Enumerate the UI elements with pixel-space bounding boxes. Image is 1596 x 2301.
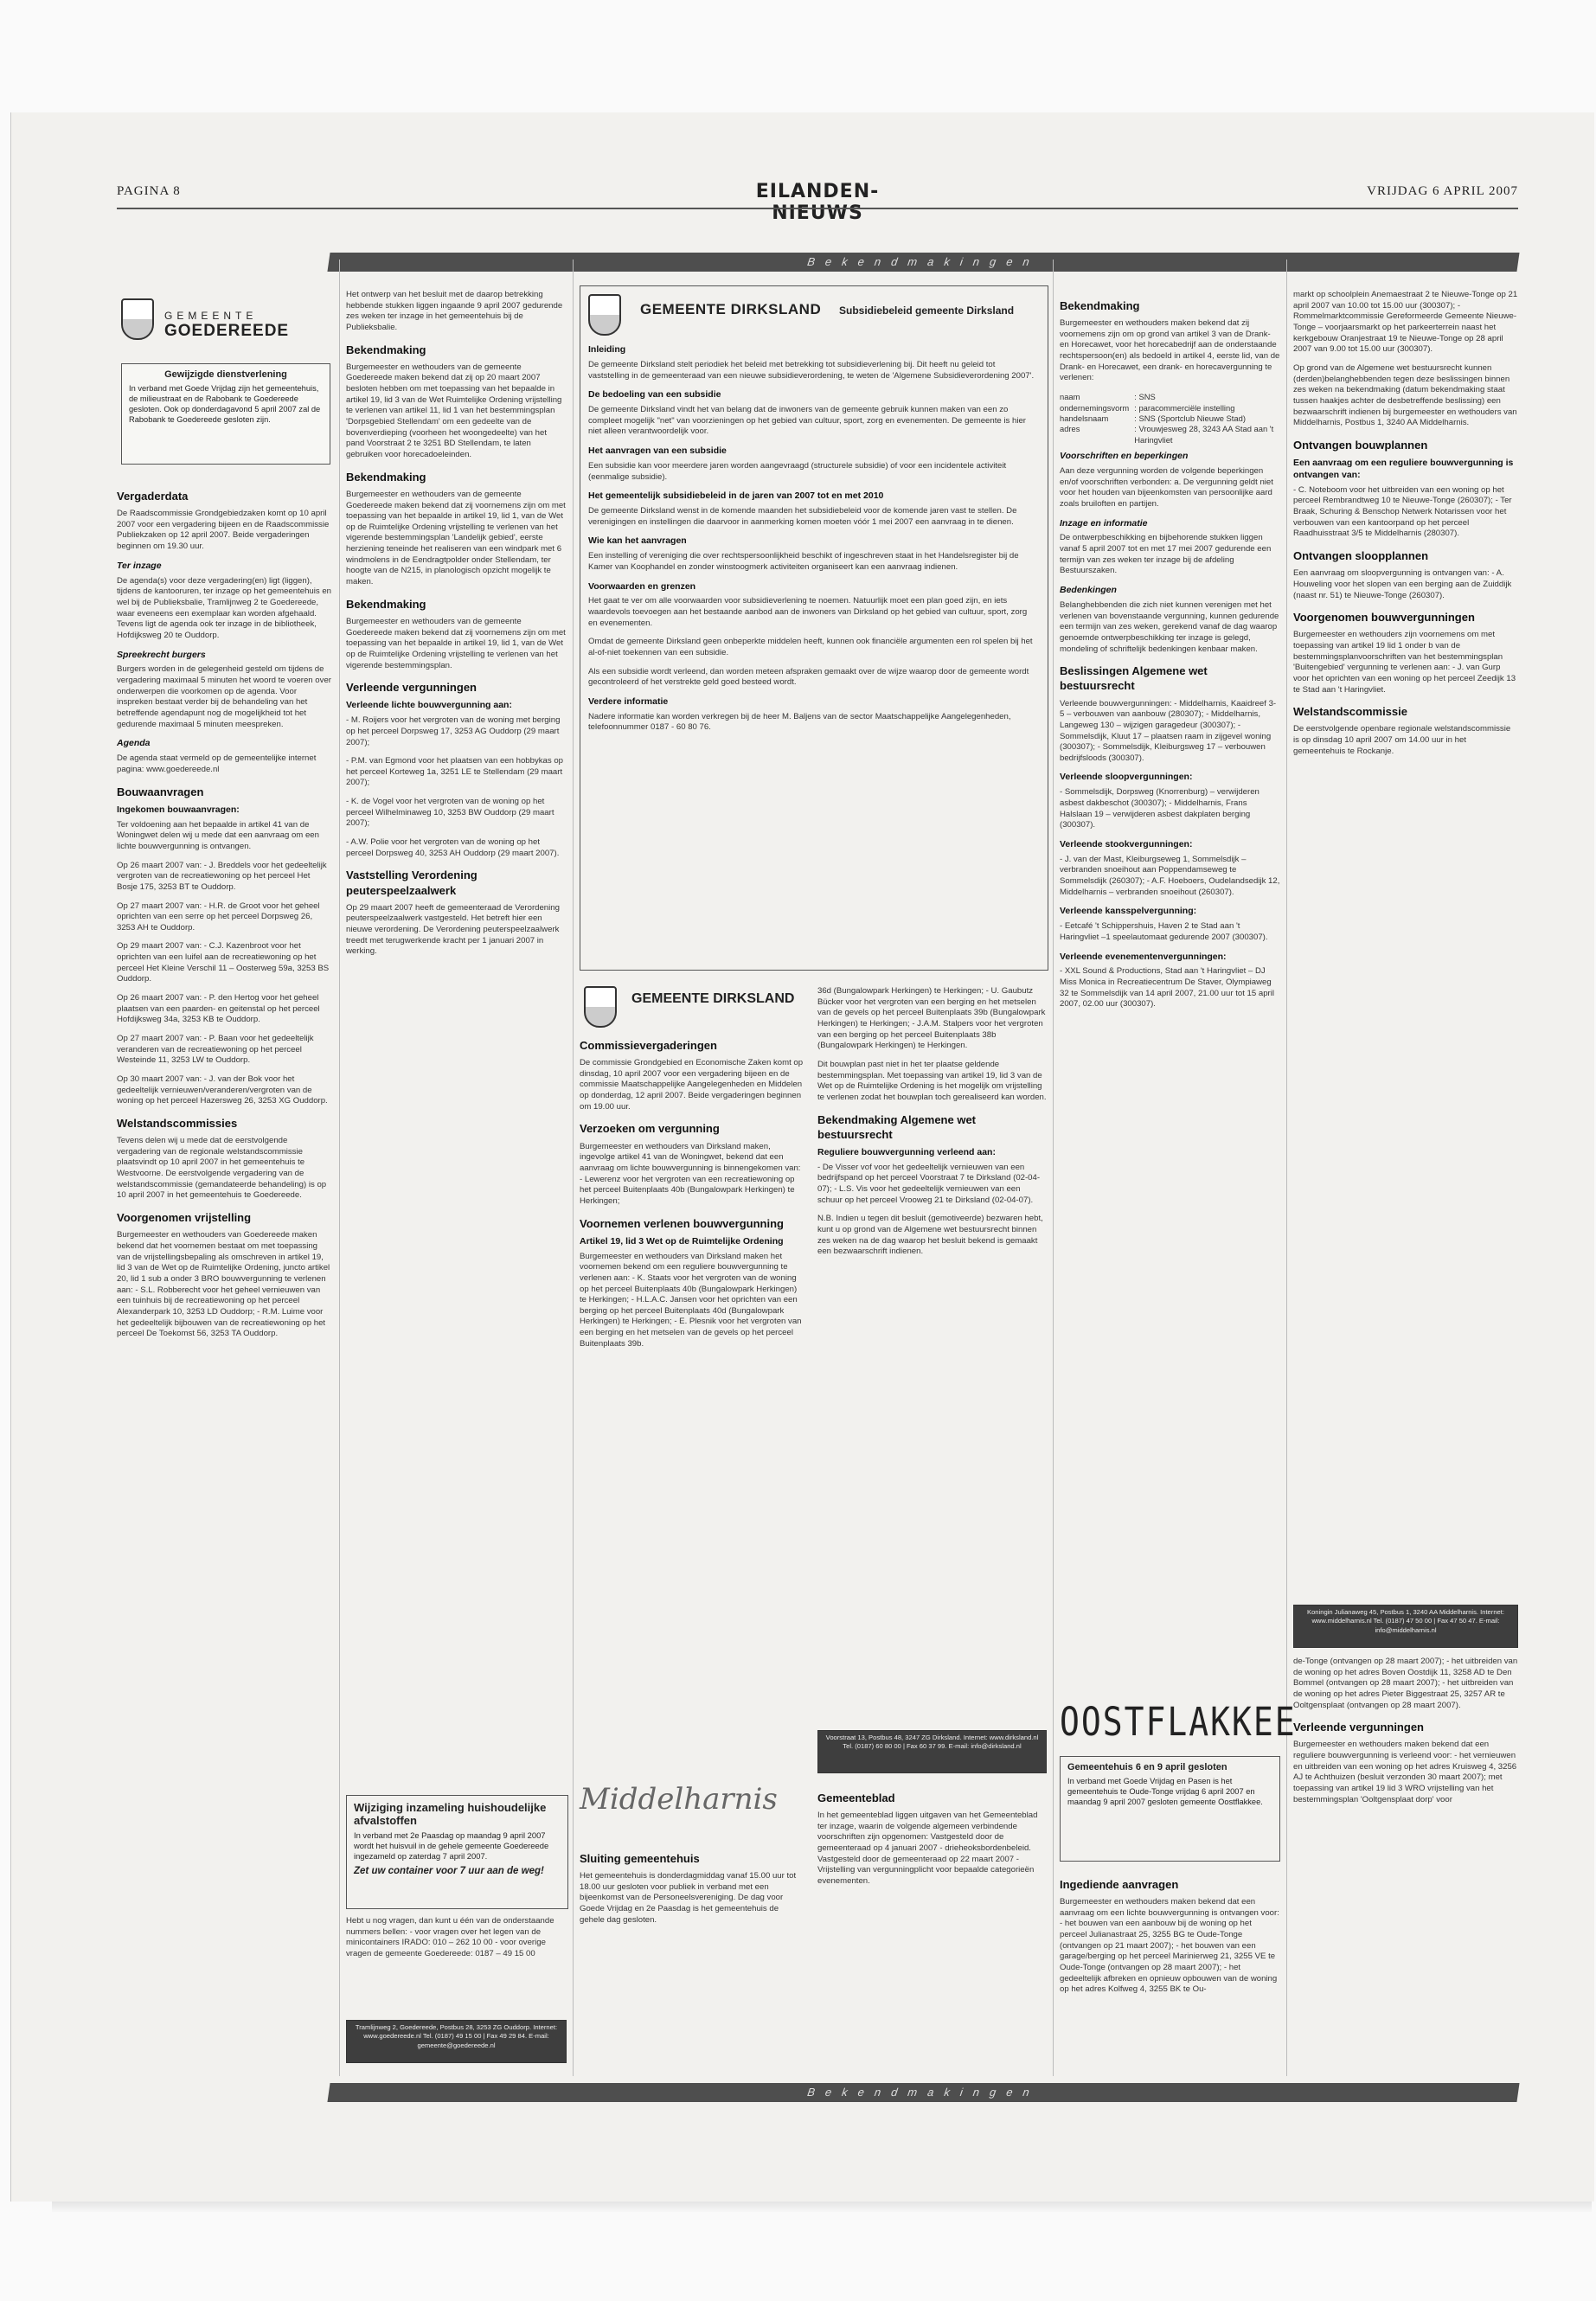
subsection-title: Verleende stookvergunningen: xyxy=(1060,838,1193,849)
section-text: Burgemeester en wethouders van Dirksland maken het voornemen bekend om een reguliere bouwvergunning te verlenen aan: - K. Staats voor het vergroten van de woning op het perceel Buitenplaats 40b (Bungalowpark Herkingen) te Herkingen; - H.L.A.C. Jansen voor het oprichten van een berging op het perceel Buitenplaats 40d (Bungalowpark Herkingen) te Herkingen; - E. Plesnik voor het vergroten van een berging en het metselen van de gevels op het perceel Buitenplaats 39b. xyxy=(580,1251,802,1349)
middelharnis-column-6 xyxy=(1293,290,1518,1596)
list-item: - P.M. van Egmond voor het plaatsen van een hobbykas op het perceel Korteweg 1a, 3251 LE te Stellendam (29 maart 2007); xyxy=(346,756,564,788)
column-divider xyxy=(339,260,340,2076)
section-title: Ontvangen bouwplannen xyxy=(1293,438,1428,452)
section-text: - J. van der Mast, Kleiburgseweg 1, Sommelsdijk – verbranden snoeihout aan Poppendamseweg te Sommelsdijk (260307); - A.F. Hoeboers, Oudelandsedijk 12, Middelharnis – verbranden snoeihout (260307). xyxy=(1060,854,1280,897)
section-text: Ter voldoening aan het bepaalde in artikel 41 van de Woningwet delen wij u mede dat een aanvraag om een lichte bouwvergunning is ontvangen. xyxy=(117,819,319,851)
table-row xyxy=(1060,413,1280,424)
subsection-title: Agenda xyxy=(117,738,151,749)
list-item: Op 26 maart 2007 van: - J. Breddels voor het gedeeltelijk vergroten van de recreatiewoning op het perceel Het Bosje 175, 3253 BT te Ouddorp. xyxy=(117,860,327,892)
section-title: Verzoeken om vergunning xyxy=(580,1122,720,1136)
section-text: markt op schoolplein Anemaestraat 2 te Nieuwe-Tonge op 21 april 2007 van 10.00 tot 15.00 uur (300307); - Rommelmarktcommissie Gereformeerde Gemeente Nieuwe-Tonge – voorjaarsmarkt op het parkeerterrein naast het kerkgebouw Oranjestraat 19 te Nieuwe-Tonge op 28 april 2007 van 9.00 tot 15.00 uur (300307). xyxy=(1293,290,1518,355)
table-key: adres xyxy=(1060,424,1080,434)
section-title: Verleende vergunningen xyxy=(346,681,477,695)
section-title: Ingediende aanvragen xyxy=(1060,1878,1179,1891)
oostflakkee-applications xyxy=(1060,1868,1280,2072)
section-text: - Sommelsdijk, Dorpsweg (Knorrenburg) – verwijderen asbest dakbeschot (300307); - Middelharnis, Frans Halslaan 19 – verwijderen asbest dakplaten berging (300307). xyxy=(1060,787,1259,830)
section-text: Een instelling of vereniging die over rechtspersoonlijkheid beschikt of ingeschreven staat in het Handelsregister bij de Kamer van Koophandel en zonder winstoogmerk activiteiten organiseert kan een aanvraag indienen. xyxy=(588,551,1019,572)
section-text: De eerstvolgende openbare regionale welstandscommissie is op dinsdag 10 april 2007 om 14.00 uur in het gemeentehuis te Rockanje. xyxy=(1293,724,1511,756)
subsection-title: Inzage en informatie xyxy=(1060,517,1148,529)
oostflakkee-closure-title: Gemeentehuis 6 en 9 april gesloten xyxy=(1067,1762,1227,1772)
section-title: Ontvangen sloopplannen xyxy=(1293,549,1429,563)
middelharnis-logo: Middelharnis xyxy=(580,1782,778,1817)
table-value: : SNS xyxy=(1134,392,1156,402)
dirksland-crest-icon xyxy=(584,986,617,1028)
logo-line-2: GOEDEREEDE xyxy=(164,322,290,340)
table-row xyxy=(1060,392,1280,402)
section-text: Burgemeester en wethouders van de gemeente Goedereede maken bekend dat zij voornemens zijn om met toepassing van het bepaalde in artikel 19, lid 1, van de Wet op de Ruimtelijke Ordening vrijstelling te verlenen van het vigerende bestemmingsplan. xyxy=(346,616,566,670)
section-text: Een subsidie kan voor meerdere jaren worden aangevraagd (structurele subsidie) of voor een incidentele activiteit (eenmalige subsidie). xyxy=(588,460,1007,482)
section-title: Bouwaanvragen xyxy=(117,785,204,798)
section-title: Commissievergaderingen xyxy=(580,1039,717,1052)
section-text: Burgemeester en wethouders van Dirksland maken, ingevolge artikel 41 van de Woningwet, bekend dat een aanvraag om lichte bouwvergunning is binnengekomen van: - Lewerenz voor het vergroten van een recreatiewoning op het perceel Buitenplaats 40b (Bungalowpark Herkingen) te Herkingen; xyxy=(580,1141,801,1206)
logo-line-1: GEMEENTE xyxy=(164,310,258,322)
goedereede-address: Tramlijnweg 2, Goedereede, Postbus 28, 3253 ZG Ouddorp. Internet: www.goedereede.nl Tel. (0187) 49 15 00 | Fax 49 29 84. E-mail: gemeente@goedereede.nl xyxy=(346,2020,567,2063)
section-text: Aan deze vergunning worden de volgende beperkingen en/of voorschriften verbonden: a. De vergunning geldt niet voor het houden van bijeenkomsten van persoonlijke aard zoals bruiloften en partijen. xyxy=(1060,465,1273,509)
section-banner-bottom: Bekendmakingen xyxy=(327,2083,1519,2102)
section-text: Burgemeester en wethouders maken bekend dat een reguliere bouwvergunning is verleend voor: - het vernieuwen en uitbreiden van een woning op het adres Kruisweg 4, 3256 AJ te Achthuizen (besluit verzonden 30 maart 2007); met toepassing van artikel 19 lid 3 WRO vrijstelling van het bestemmingsplan 'Ooltgensplaat dorp' voor xyxy=(1293,1740,1517,1804)
section-text: N.B. Indien u tegen dit besluit (gemotiveerde) bezwaren hebt, kunt u op grond van de Algemene wet bestuursrecht binnen zes weken na de dag waarop het besluit bekend is gemaakt een bezwaarschrift indienen. xyxy=(817,1214,1043,1257)
dirksland-subtitle: Subsidiebeleid gemeente Dirksland xyxy=(839,304,1015,317)
subsection-title: Artikel 19, lid 3 Wet op de Ruimtelijke Ordening xyxy=(580,1235,784,1247)
dirksland-crest-icon xyxy=(588,294,621,336)
goedereede-column-2 xyxy=(346,290,567,1778)
section-text: Burgemeester en wethouders van de gemeente Goedereede maken bekend dat zij voornemens zijn om met toepassing van het bepaalde in artikel 19, lid 1, van de Wet op de Ruimtelijke Ordening vrijstelling te verlenen van het vigerende bestemmingsplan 'Landelijk gebied', eerste herziening teneinde het realiseren van een windpark met 6 windmolens in de Eendragtpolder onder Stellendam, ter hoogte van de N215, in planologisch opzicht mogelijk te maken. xyxy=(346,489,566,587)
section-title: Bekendmaking xyxy=(346,470,426,484)
subsection-title: Inleiding xyxy=(588,344,626,355)
masthead-rule xyxy=(117,208,1518,209)
section-title: Bekendmaking xyxy=(1060,299,1140,312)
notice-box xyxy=(121,363,330,465)
subsection-title: Verleende kansspelvergunning: xyxy=(1060,906,1197,917)
oostflakkee-logo: OOSTFLAKKEE xyxy=(1060,1699,1297,1745)
subsection-title: Het gemeentelijk subsidiebeleid in de jaren van 2007 tot en met 2010 xyxy=(588,490,884,502)
subsection-title: De bedoeling van een subsidie xyxy=(588,389,721,401)
newspaper-title: EILANDEN-NIEUWS xyxy=(755,181,880,224)
subsection-title: Een aanvraag om een reguliere bouwvergunning is ontvangen van: xyxy=(1293,458,1514,480)
table-row xyxy=(1060,403,1280,413)
section-title: Welstandscommissie xyxy=(1293,705,1407,719)
subsection-title: Ter inzage xyxy=(117,560,162,571)
dirksland-address: Voorstraat 13, Postbus 48, 3247 ZG Dirksland. Internet: www.dirksland.nl Tel. (0187) 60 80 00 | Fax 60 37 99. E-mail: info@dirksland.nl xyxy=(817,1730,1047,1773)
dirksland-header xyxy=(580,294,1047,332)
section-title: Gemeenteblad xyxy=(817,1791,895,1804)
section-title: Voornemen verlenen bouwvergunning xyxy=(580,1216,784,1230)
list-item: - K. de Vogel voor het vergroten van de woning op het perceel Wilhelminaweg 10, 3253 BW Ouddorp (29 maart 2007); xyxy=(346,797,554,829)
table-key: naam xyxy=(1060,392,1080,402)
subsection-title: Voorschriften en beperkingen xyxy=(1060,451,1189,462)
section-title: Bekendmaking xyxy=(346,343,426,356)
list-item: Op 27 maart 2007 van: - H.R. de Groot voor het geheel oprichten van een serre op het perceel Dorpsweg 26, 3253 AH te Ouddorp. xyxy=(117,901,320,933)
dirksland-name: GEMEENTE DIRKSLAND xyxy=(631,991,795,1006)
dirksland-header-2 xyxy=(580,986,804,1017)
section-title: Verleende vergunningen xyxy=(1293,1721,1424,1734)
list-item: - M. Roijers voor het vergroten van de woning met berging op het perceel Dorpsweg 17, 3253 AG Ouddorp (29 maart 2007); xyxy=(346,715,561,747)
section-text: De agenda(s) voor deze vergadering(en) ligt (liggen), tijdens de kantooruren, ter inzage op het gemeentehuis en wel bij de Publieksbalie, Tramlijnweg 2 te Goedereede, waar eveneens een exemplaar kan worden afgehaald. Tevens ligt de agenda ook ter inzage in de bibliotheek, Hofdijksweg 20 te Ouddorp. xyxy=(117,575,332,640)
section-text: Op 29 maart 2007 heeft de gemeenteraad de Verordening peuterspeelzaalwerk vastgesteld. Het betreft hier een nieuwe verordening. De Verordening peuterspeelzaalwerk treedt met terugwerkende kracht per 1 januari 2007 in werking. xyxy=(346,902,560,957)
section-text: - Eetcafé 't Schippershuis, Haven 2 te Stad aan 't Haringvliet –1 speelautomaat gedurende 2007 (300307). xyxy=(1060,921,1268,942)
section-text: Verleende bouwvergunningen: - Middelharnis, Kaaidreef 3-5 – verbouwen van aanbouw (280307); - Middelharnis, Langeweg 130 – wijzigen garagedeur (300307); - Sommelsdijk, Kluut 17 – plaatsen raam in zijgevel woning (300307); - Sommelsdijk, Kleiburgsweg 17 – verbouwen bedrijfsloods (300307). xyxy=(1060,698,1277,763)
subsection-title: Reguliere bouwvergunning verleend aan: xyxy=(817,1146,996,1157)
section-title: Sluiting gemeentehuis xyxy=(580,1852,700,1865)
page-number: PAGINA 8 xyxy=(117,184,181,198)
section-text: De gemeente Dirksland vindt het van belang dat de inwoners van de gemeente gebruik kunnen maken van een zo compleet mogelijk "net" van voorzieningen op het gebied van cultuur, sport, zorg en evenementen. De gemeente is hier niet alleen verantwoordelijk voor. xyxy=(588,405,1026,437)
section-text: Op grond van de Algemene wet bestuursrecht kunnen (derden)belanghebbenden tegen deze beslissingen binnen zes weken na bekendmaking (datum bekendmaking staat tussen haakjes achter de desbetreffende beslissing) een bezwaarschrift indienen bij burgemeester en wethouders van Middelharnis, Postbus 1, 3240 AA Middelharnis. xyxy=(1293,362,1517,428)
waste-notice-box xyxy=(346,1795,568,1909)
section-title: Bekendmaking Algemene wet bestuursrecht xyxy=(817,1112,977,1141)
subsection-title: Verdere informatie xyxy=(588,695,669,707)
section-text: Burgemeester en wethouders van Goedereede maken bekend dat het voornemen bestaat om met toepassing van de vrijstellingsbepaling als omschreven in artikel 19, lid 3 van de Wet op de Ruimtelijke Ordening, juncto artikel 20, lid 1 sub a onder 3 BRO bouwvergunning te verlenen aan: - S.L. Robberecht voor het geheel vernieuwen van een tuinhuis bij de recreatiewoning op het perceel Alexanderpark 10, 3253 LD Ouddorp; - R.M. Luime voor het gedeeltelijk bijbouwen van de recreatiewoning op het perceel De Toekomst 56, 3253 TA Ouddorp. xyxy=(117,1230,330,1339)
subsection-title: Wie kan het aanvragen xyxy=(588,535,687,547)
subsection-title: Spreekrecht burgers xyxy=(117,649,206,660)
table-row xyxy=(1060,424,1280,445)
waste-notice-title: Wijziging inzameling huishoudelijke afvalstoffen xyxy=(354,1801,547,1827)
section-text: Belanghebbenden die zich niet kunnen verenigen met het verlenen van bovenstaande vergunning, kunnen gedurende een termijn van zes weken, gerekend vanaf de dag waarop genoemde ontwerpbeschikking ter inzage is gelegd, mondeling of schriftelijk bedenkingen kenbaar maken. xyxy=(1060,599,1279,654)
section-text: Hebt u nog vragen, dan kunt u één van de onderstaande nummers bellen: - voor vragen over het legen van de minicontainers IRADO: 010 – 262 10 00 - voor overige vragen de gemeente Goedereede: 0187 – 49 15 00 xyxy=(346,1916,554,1958)
section-text: Burgemeester en wethouders maken bekend dat een aanvraag om een lichte bouwvergunning is ontvangen voor: - het bouwen van een aanbouw bij de woning op het perceel Julianastraat 25, 3255 BG te Oude-Tonge (ontvangen op 21 maart 2007); - het bouwen van een garage/berging op het perceel Marinierweg 21, 3255 VE te Oude-Tonge (ontvangen op 28 maart 2007); - het gedeeltelijk afbreken en opnieuw opbouwen van de woning op het adres Kolfweg 4, 3255 BK te Ou- xyxy=(1060,1897,1279,1995)
subsection-title: Verleende evenementenvergunningen: xyxy=(1060,951,1227,962)
section-text: De Raadscommissie Grondgebiedzaken komt op 10 april 2007 voor een vergadering bijeen en de Raadscommissie Publiekzaken op 12 april 2007. Beide vergaderingen beginnen om 19.30 uur. xyxy=(117,509,330,552)
waste-notice-emphasis: Zet uw container voor 7 uur aan de weg! xyxy=(354,1865,544,1876)
table-key: handelsnaam xyxy=(1060,413,1109,423)
section-title: Beslissingen Algemene wet bestuursrecht xyxy=(1060,664,1208,693)
section-text: Tevens delen wij u mede dat de eerstvolgende vergadering van de regionale welstandscommissie plaatsvindt op 10 april 2007 in het gemeentehuis te Westvoorne. De eerstvolgende vergadering van de welstandscommissie (gemandateerde behandeling) is op 10 april 2007 in het gemeentehuis te Goedereede. xyxy=(117,1136,327,1201)
section-text: De ontwerpbeschikking en bijbehorende stukken liggen vanaf 5 april 2007 tot en met 17 mei 2007 gedurende een termijn van zes weken ter inzage bij de afdeling Bestuurszaken. xyxy=(1060,533,1272,576)
section-title: Vergaderdata xyxy=(117,490,189,503)
section-text: Het ontwerp van het besluit met de daarop betrekking hebbende stukken liggen ingaande 9 april 2007 gedurende zes weken ter inzage in het gemeentehuis bij de Publieksbalie. xyxy=(346,290,563,332)
section-text: Dit bouwplan past niet in het ter plaatse geldende bestemmingsplan. Met toepassing van artikel 19, lid 3 van de Wet op de Ruimtelijke Ordening is het mogelijk om vrijstelling te verlenen zodat het bouwplan toch gerealiseerd kan worden. xyxy=(817,1059,1047,1102)
subsection-title: Het aanvragen van een subsidie xyxy=(588,445,727,456)
section-text: - C. Noteboom voor het uitbreiden van een woning op het perceel Rembrandtweg 10 te Nieuwe-Tonge (260307); - Ter Braak, Schuring & Benschop Netwerk Notarissen voor het verbouwen van een kantoorpand op het perceel Raadhuisstraat 3/5 te Middelharnis (280307). xyxy=(1293,484,1512,539)
notice-title: Gewijzigde dienstverlening xyxy=(164,369,287,380)
goedereede-crest-icon xyxy=(121,298,154,340)
section-text: Het gemeentehuis is donderdagmiddag vanaf 15.00 uur tot 18.00 uur gesloten voor publiek in verband met een bijeenkomst van de Personeelsvereniging. De dag voor Goede Vrijdag en 2e Paasdag is het gemeentehuis de gehele dag gesloten. xyxy=(580,1871,797,1925)
section-text: Nadere informatie kan worden verkregen bij de heer M. Baljens van de sector Maatschappelijke Aangelegenheden, telefoonnummer 0187 - 60 80 76. xyxy=(588,711,1011,733)
waste-notice-body: In verband met 2e Paasdag op maandag 9 april 2007 wordt het huisvuil in de gehele gemeente Goedereede ingezameld op zaterdag 7 april 2007. xyxy=(354,1830,549,1862)
dirksland-name: GEMEENTE DIRKSLAND xyxy=(640,301,822,317)
section-text: In het gemeenteblad liggen uitgaven van het Gemeenteblad ter inzage, waarin de volgende algemeen verbindende voorschriften zijn opgenomen: Vastgesteld door de gemeenteraad op 4 januari 2007 - drieheoksbordenbeleid. Vastgesteld door de gemeenteraad op 22 maart 2007 - Vrijstelling van vergunningplicht voor bepaalde categorieën evenementen. xyxy=(817,1811,1038,1887)
goedereede-logo xyxy=(117,294,333,346)
dirksland-column-3 xyxy=(580,1029,804,1713)
section-title: Voorgenomen bouwvergunningen xyxy=(1293,611,1475,625)
subsection-title: Verleende sloopvergunningen: xyxy=(1060,772,1193,783)
dirksland-subsidy-text xyxy=(588,339,1038,962)
section-text: De gemeente Dirksland wenst in de komende maanden het subsidiebeleid voor de komende jaren vast te stellen. De verenigingen en instellingen die daarvoor in aanmerking komen moeten vóór 1 mei 2007 een aanvraag in te dienen. xyxy=(588,506,1017,527)
middelharnis-gemeenteblad xyxy=(817,1782,1047,2072)
table-value: : Vrouwjesweg 28, 3243 AA Stad aan 't Haringvliet xyxy=(1134,424,1274,445)
section-text: - De Visser vof voor het gedeeltelijk vernieuwen van een bedrijfspand op het perceel Voorstraat 7 te Dirksland (02-04-07); - L.S. Vis voor het gedeeltelijk vernieuwen van een schuur op het perceel Vrooweg 21 te Dirksland (02-04-07). xyxy=(817,1162,1041,1205)
column-divider xyxy=(573,260,574,2076)
column-divider xyxy=(1286,260,1287,2076)
oostflakkee-closure-body: In verband met Goede Vrijdag en Pasen is het gemeentehuis te Oude-Tonge vrijdag 6 april 2007 en maandag 9 april 2007 gesloten gemeente Oostflakkee. xyxy=(1067,1777,1263,1807)
section-text: Burgemeester en wethouders maken bekend dat zij voornemens zijn om op grond van artikel 3 van de Drank- en Horecawet, voor het horecabedrijf aan de onderstaande rechtspersoon(en) als bedoeld in artikel 4, eerste lid, van de Drank- en Horecawet, een drank- en horecavergunning te verlenen: xyxy=(1060,318,1280,383)
dirksland-column-4 xyxy=(817,986,1047,1695)
waste-notice-footer xyxy=(346,1916,567,2011)
table-key: ondernemingsvorm xyxy=(1060,402,1130,413)
section-text: Burgemeester en wethouders zijn voornemens om met toepassing van artikel 19 lid 1 onder b van de bestemmingsplanvoorschriften van het bestemmingsplan 'Buitengebied' vergunning te verlenen aan: - J. van Gurp voor het oprichten van een woning op het perceel Zeedijk 13 te Stad aan 't Haringvliet. xyxy=(1293,630,1516,695)
oostflakkee-closure-box xyxy=(1060,1756,1280,1862)
subsection-title: Bedenkingen xyxy=(1060,585,1117,596)
license-details-table xyxy=(1060,392,1280,445)
section-title: Voorgenomen vrijstelling xyxy=(117,1211,252,1225)
middelharnis-closure xyxy=(580,1843,804,2072)
list-item: Op 30 maart 2007 van: - J. van der Bok voor het gedeeltelijk vernieuwen/veranderen/vergroten van de woning op het perceel Hazersweg 26, 3253 XG Ouddorp. xyxy=(117,1074,328,1106)
notice-body: In verband met Goede Vrijdag zijn het gemeentehuis, de milieustraat en de Rabobank te Goedereede gesloten. Ook op donderdagavond 5 april 2007 zal de Rabobank te Goedereede gesloten zijn. xyxy=(129,384,321,425)
subsection-title: Voorwaarden en grenzen xyxy=(588,580,696,592)
section-text: de-Tonge (ontvangen op 28 maart 2007); - het uitbreiden van de woning op het adres Boven Oostdijk 11, 3258 AD te Den Bommel (ontvangen op 28 maart 2007); - het uitbreiden van de woning op het adres Pieter Biggestraat 25, 3257 AR te Ooltgensplaat (ontvangen op 28 maart 2007). xyxy=(1293,1657,1518,1710)
middelharnis-address: Koningin Julianaweg 45, Postbus 1, 3240 AA Middelharnis. Internet: www.middelharnis.nl Tel. (0187) 47 50 00 | Fax 47 50 47. E-mail: info@middelharnis.nl xyxy=(1293,1605,1518,1648)
section-title: Bekendmaking xyxy=(346,597,426,611)
page-date: VRIJDAG 6 APRIL 2007 xyxy=(1367,184,1518,198)
section-text: Burgers worden in de gelegenheid gesteld om tijdens de vergadering maximaal 5 minuten het woord te voeren over onderwerpen die voorkomen op de agenda. Voor inspreken bestaat verder bij de behandeling van het betreffende agendapunt nog de mogelijkheid tot het gedurende maximaal 5 minuten meespreken. xyxy=(117,664,331,729)
section-text: Het gaat te ver om alle voorwaarden voor subsidieverlening te noemen. Natuurlijk moet een plan goed zijn, en iets waardevols toevoegen aan het bestaande aanbod aan de inwoners van Dirksland op het gebied van cultuur, sport, zorg en evenementen. xyxy=(588,596,1028,628)
list-item: Op 27 maart 2007 van: - P. Baan voor het gedeeltelijk veranderen van de recreatiewoning op het perceel Westeinde 11, 3253 LW te Ouddorp. xyxy=(117,1034,314,1066)
section-text: Als een subsidie wordt verleend, dan worden meteen afspraken gemaakt over de wijze waarop door de gemeente wordt gecontroleerd of het verstrekte geld goed besteed wordt. xyxy=(588,666,1029,688)
list-item: Op 29 maart 2007 van: - C.J. Kazenbroot voor het oprichten van een luifel aan de recreatiewoning op het perceel Het Kleine Verschil 11 – Oosterweg 59a, 3253 BS Ouddorp. xyxy=(117,941,330,984)
section-text: De agenda staat vermeld op de gemeentelijke internet pagina: www.goedereede.nl xyxy=(117,753,317,774)
subsection-title: Ingekomen bouwaanvragen: xyxy=(117,804,240,815)
section-text: Burgemeester en wethouders van de gemeente Goedereede maken bekend dat zij op 20 maart 2007 besloten hebben om met toepassing van het bepaalde in artikel 19, lid 3 van de Wet Ruimtelijke Ordening vrijstelling te verlenen van artikel 11, lid 1 van het bestemmingsplan 'Dorpsgebied Stellendam' om een gedeelte van de bovenverdieping (voorheen het woongedeelte) van het pand Voorstraat 2 te 3251 BD Stellendam, te laten gebruiken voor horecadoeleinden. xyxy=(346,362,562,460)
goedereede-column-1 xyxy=(117,480,333,2262)
table-value: : paracommerciële instelling xyxy=(1134,402,1235,413)
section-text: 36d (Bungalowpark Herkingen) te Herkingen; - U. Gaubutz Bücker voor het vergroten van een berging en het metselen van de gevels op het perceel Buitenplaats 39b (Bungalowpark Herkingen) te Herkingen; - J.A.M. Stalpers voor het vergroten van een berging op het perceel Buitenplaats 38b (Bungalowpark Herkingen) te Herkingen. xyxy=(817,986,1046,1051)
masthead xyxy=(117,181,1518,224)
list-item: Op 26 maart 2007 van: - P. den Hertog voor het geheel plaatsen van een paarden- en geitenstal op het perceel Hofdijksweg 34a, 3253 KB te Ouddorp. xyxy=(117,993,320,1025)
subsection-title: Verleende lichte bouwvergunning aan: xyxy=(346,700,512,711)
list-item: - A.W. Polie voor het vergroten van de woning op het perceel Dorpsweg 40, 3253 AH Ouddorp (29 maart 2007). xyxy=(346,837,560,858)
section-banner-top: Bekendmakingen xyxy=(327,253,1519,272)
section-title: Vaststelling Verordening peuterspeelzaalwerk xyxy=(346,868,478,897)
middelharnis-column-5 xyxy=(1060,290,1280,1691)
middelharnis-column-6-lower xyxy=(1293,1657,1518,2072)
section-text: - XXL Sound & Productions, Stad aan 't Haringvliet – DJ Miss Monica in Recreatiecentrum De Staver, Olympiaweg 32 te Sommelsdijk van 14 april 2007, 21.00 uur tot 15 april 2007, 02.00 uur (300307). xyxy=(1060,966,1274,1009)
section-text: Omdat de gemeente Dirksland geen onbeperkte middelen heeft, kunnen ook financiële argumenten een rol spelen bij het al-of-niet toekennen van een subsidie. xyxy=(588,637,1033,657)
section-text: De gemeente Dirksland stelt periodiek het beleid met betrekking tot subsidieverlening bij. Dit heeft nu geleid tot vaststelling in de gemeenteraad van een nieuwe subsidieverordening, te weten de 'Algemene Subsidieverordening 2007'. xyxy=(588,359,1035,381)
table-value: : SNS (Sportclub Nieuwe Stad) xyxy=(1134,413,1246,423)
section-text: De commissie Grondgebied en Economische Zaken komt op dinsdag, 10 april 2007 voor een vergadering bijeen en de commissie Maatschappelijke Aangelegenheden en Middelen op donderdag, 12 april 2007. Beide vergaderingen beginnen om 19.00 uur. xyxy=(580,1058,804,1112)
section-title: Welstandscommissies xyxy=(117,1117,238,1130)
column-divider xyxy=(1053,260,1054,2076)
section-text: Een aanvraag om sloopvergunning is ontvangen van: - A. Houweling voor het slopen van een berging aan de Zuiddijk (naast nr. 51) te Nieuwe-Tonge (260307). xyxy=(1293,568,1512,600)
